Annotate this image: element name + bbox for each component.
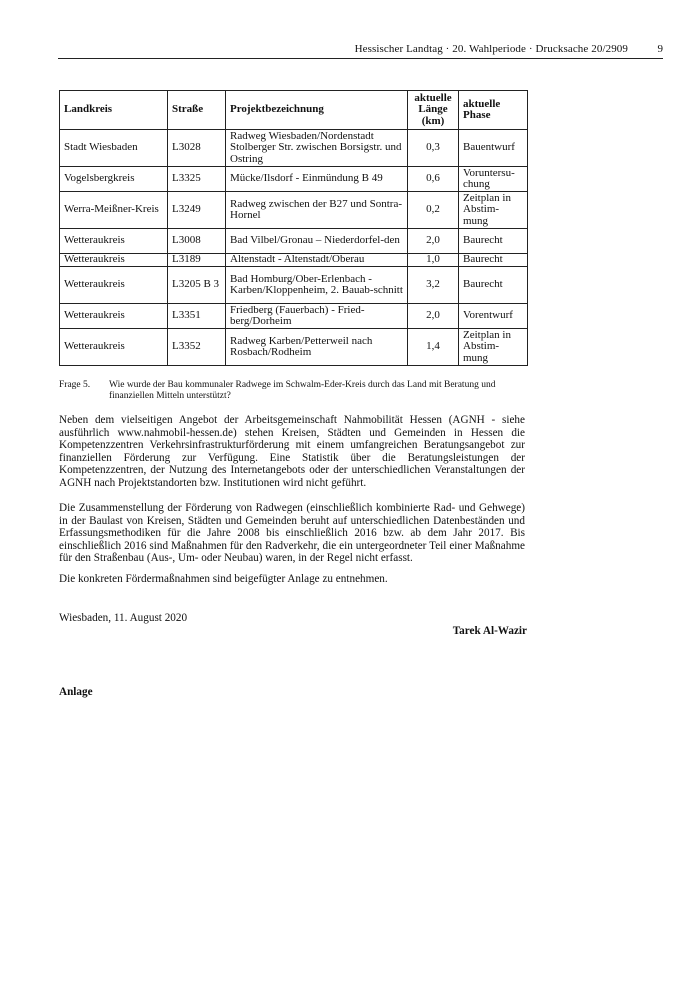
signer-name: Tarek Al-Wazir	[452, 625, 527, 637]
cell-phase: Zeitplan in Abstim-mung	[459, 329, 528, 366]
place-date: Wiesbaden, 11. August 2020	[59, 612, 188, 624]
cell-landkreis: Wetteraukreis	[60, 329, 168, 366]
cell-laenge: 0,2	[408, 192, 459, 229]
table-row	[60, 267, 528, 304]
table-row	[60, 192, 528, 229]
cell-strasse: L3325	[168, 167, 226, 192]
table-row	[60, 304, 528, 329]
cell-laenge: 3,2	[408, 267, 459, 304]
question-block	[59, 380, 527, 402]
col-header-laenge: aktuelle Länge (km)	[408, 91, 459, 130]
cell-projekt: Radweg Karben/Petterweil nach Rosbach/Rodheim	[226, 329, 408, 366]
cell-landkreis: Wetteraukreis	[60, 267, 168, 304]
radweg-table	[59, 90, 528, 366]
answer-paragraph: Die konkreten Fördermaßnahmen sind beigefügter Anlage zu entnehmen.	[59, 573, 388, 585]
question-label: Frage 5.	[59, 380, 91, 390]
cell-projekt: Mücke/Ilsdorf - Einmündung B 49	[226, 167, 408, 192]
answer-paragraph: Die Zusammenstellung der Förderung von Radwegen (einschließlich kombinierte Rad- und Gehwege) in der Baulast von Kreisen, Städten und Gemeinden beruht auf unterschiedlichen Datenbeständen und Erfassungsmethodiken für die Jahre 2008 bis einschließlich 2016 bzw. ab dem Jahr 2017. Bis einschließlich 2016 sind Maßnahmen für den Radverkehr, die ein untergeordneter Teil einer Maßnahme für den Straßenbau (Aus-, Um- oder Neubau) waren, in der Regel nicht erfasst.	[59, 502, 525, 565]
table-header-row	[60, 91, 528, 130]
cell-phase: Zeitplan in Abstim-mung	[459, 192, 528, 229]
cell-phase: Voruntersu-chung	[459, 167, 528, 192]
cell-laenge: 2,0	[408, 229, 459, 254]
cell-landkreis: Wetteraukreis	[60, 304, 168, 329]
cell-projekt: Bad Vilbel/Gronau – Niederdorfel-den	[226, 229, 408, 254]
cell-laenge: 1,4	[408, 329, 459, 366]
cell-strasse: L3008	[168, 229, 226, 254]
cell-landkreis: Stadt Wiesbaden	[60, 130, 168, 167]
question-text: Wie wurde der Bau kommunaler Radwege im Schwalm-Eder-Kreis durch das Land mit Beratung und finanziellen Mitteln unterstützt?	[109, 380, 496, 401]
cell-laenge: 0,3	[408, 130, 459, 167]
cell-projekt: Friedberg (Fauerbach) - Fried-berg/Dorheim	[226, 304, 408, 329]
cell-phase: Baurecht	[459, 229, 528, 254]
cell-strasse: L3351	[168, 304, 226, 329]
answer-paragraph: Neben dem vielseitigen Angebot der Arbeitsgemeinschaft Nahmobilität Hessen (AGNH - siehe ausführlich www.nahmobil-hessen.de) stehen Kreisen, Städten und Gemeinden in Hessen die Kompetenzzentren Verkehrsinfrastrukturförderung mit einem umfangreichen Beratungsangebot zur finanziellen Förderung zur Verfügung. Eine Statistik über die Beratungsleistungen der Kompetenzzentren, der Nutzung des Internetangebots oder der unterschiedlichen Veranstaltungen der AGNH nach Projektstandorten bzw. Institutionen wird nicht geführt.	[59, 414, 525, 489]
table-row	[60, 130, 528, 167]
header-text: Hessischer Landtag · 20. Wahlperiode · Drucksache 20/2909	[354, 43, 628, 55]
header-rule	[58, 58, 663, 59]
col-header-phase: aktuelle Phase	[459, 91, 528, 130]
cell-landkreis: Werra-Meißner-Kreis	[60, 192, 168, 229]
table-row	[60, 254, 528, 267]
cell-projekt: Bad Homburg/Ober-Erlenbach - Karben/Kloppenheim, 2. Bauab-schnitt	[226, 267, 408, 304]
cell-projekt: Radweg Wiesbaden/Nordenstadt Stolberger Str. zwischen Borsigstr. und Ostring	[226, 130, 408, 167]
annex-label: Anlage	[59, 686, 93, 698]
cell-landkreis: Vogelsbergkreis	[60, 167, 168, 192]
cell-landkreis: Wetteraukreis	[60, 254, 168, 267]
cell-strasse: L3249	[168, 192, 226, 229]
cell-phase: Baurecht	[459, 267, 528, 304]
page-number: 9	[657, 43, 663, 55]
cell-laenge: 2,0	[408, 304, 459, 329]
cell-phase: Baurecht	[459, 254, 528, 267]
cell-laenge: 1,0	[408, 254, 459, 267]
cell-landkreis: Wetteraukreis	[60, 229, 168, 254]
cell-strasse: L3028	[168, 130, 226, 167]
cell-strasse: L3189	[168, 254, 226, 267]
cell-laenge: 0,6	[408, 167, 459, 192]
col-header-strasse: Straße	[168, 91, 226, 130]
cell-phase: Vorentwurf	[459, 304, 528, 329]
cell-projekt: Altenstadt - Altenstadt/Oberau	[226, 254, 408, 267]
cell-projekt: Radweg zwischen der B27 und Sontra- Hornel	[226, 192, 408, 229]
table-row	[60, 167, 528, 192]
cell-strasse: L3352	[168, 329, 226, 366]
cell-phase: Bauentwurf	[459, 130, 528, 167]
cell-strasse: L3205 B 3	[168, 267, 226, 304]
table-row	[60, 229, 528, 254]
table-row	[60, 329, 528, 366]
col-header-landkreis: Landkreis	[60, 91, 168, 130]
col-header-projekt: Projektbezeichnung	[226, 91, 408, 130]
